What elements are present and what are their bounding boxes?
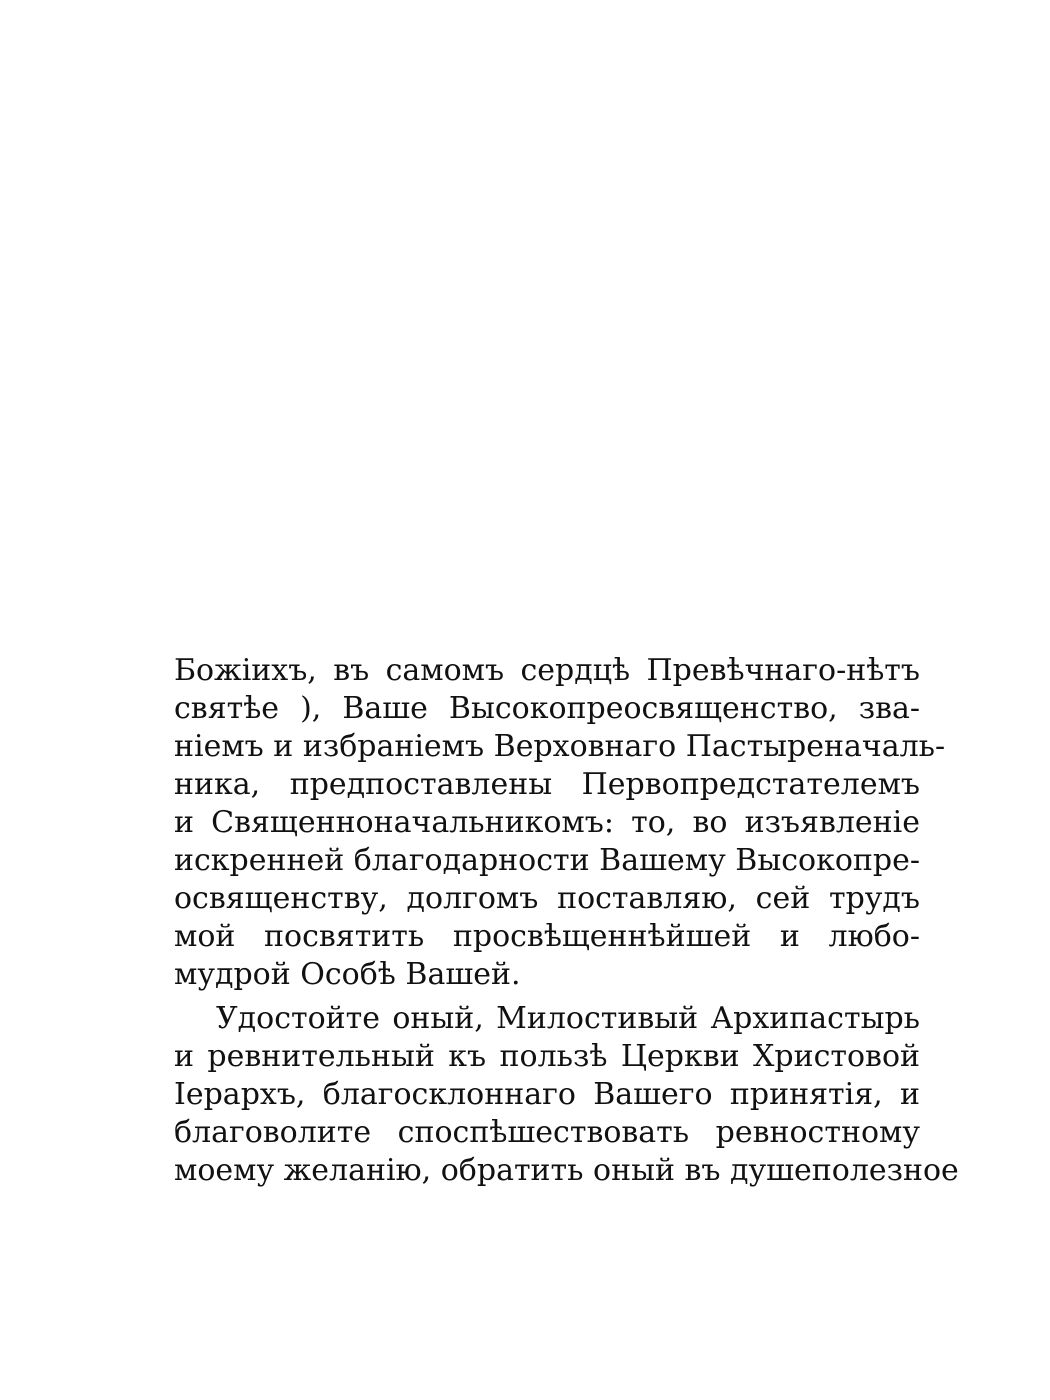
text-line: и ревнительный къ пользѣ Церкви Христовой: [174, 1039, 920, 1074]
body-text: [174, 652, 959, 1190]
text-line: искренней благодарности Вашему Высокопре-: [174, 843, 920, 878]
paragraph-2: [174, 1000, 959, 1190]
text-line: Iерархъ, благосклоннаго Вашего принятiя, и: [174, 1077, 920, 1112]
text-line: нiемъ и избранiемъ Верховнаго Пастыреначаль-: [174, 729, 946, 764]
text-line: Божiихъ, въ самомъ сердцѣ Превѣчнаго-нѣтъ: [174, 653, 920, 688]
text-line: мудрой Особѣ Вашей.: [174, 957, 521, 992]
text-line: Удостойте оный, Милостивый Архипастырь: [216, 1001, 920, 1036]
text-line: ника, предпоставлены Первопредстателемъ: [174, 767, 920, 802]
paragraph-1: [174, 652, 946, 994]
text-line: и Священноначальникомъ: то, во изъявленiе: [174, 805, 920, 840]
text-line: святѣе ), Ваше Высокопреосвященство, зва-: [174, 691, 920, 726]
text-line: моему желанiю, обратить оный въ душеполезное: [174, 1153, 959, 1188]
text-line: освященству, долгомъ поставляю, сей трудъ: [174, 881, 920, 916]
text-line: мой посвятить просвѣщеннѣйшей и любо-: [174, 919, 920, 954]
text-line: благоволите споспѣшествовать ревностному: [174, 1115, 920, 1150]
